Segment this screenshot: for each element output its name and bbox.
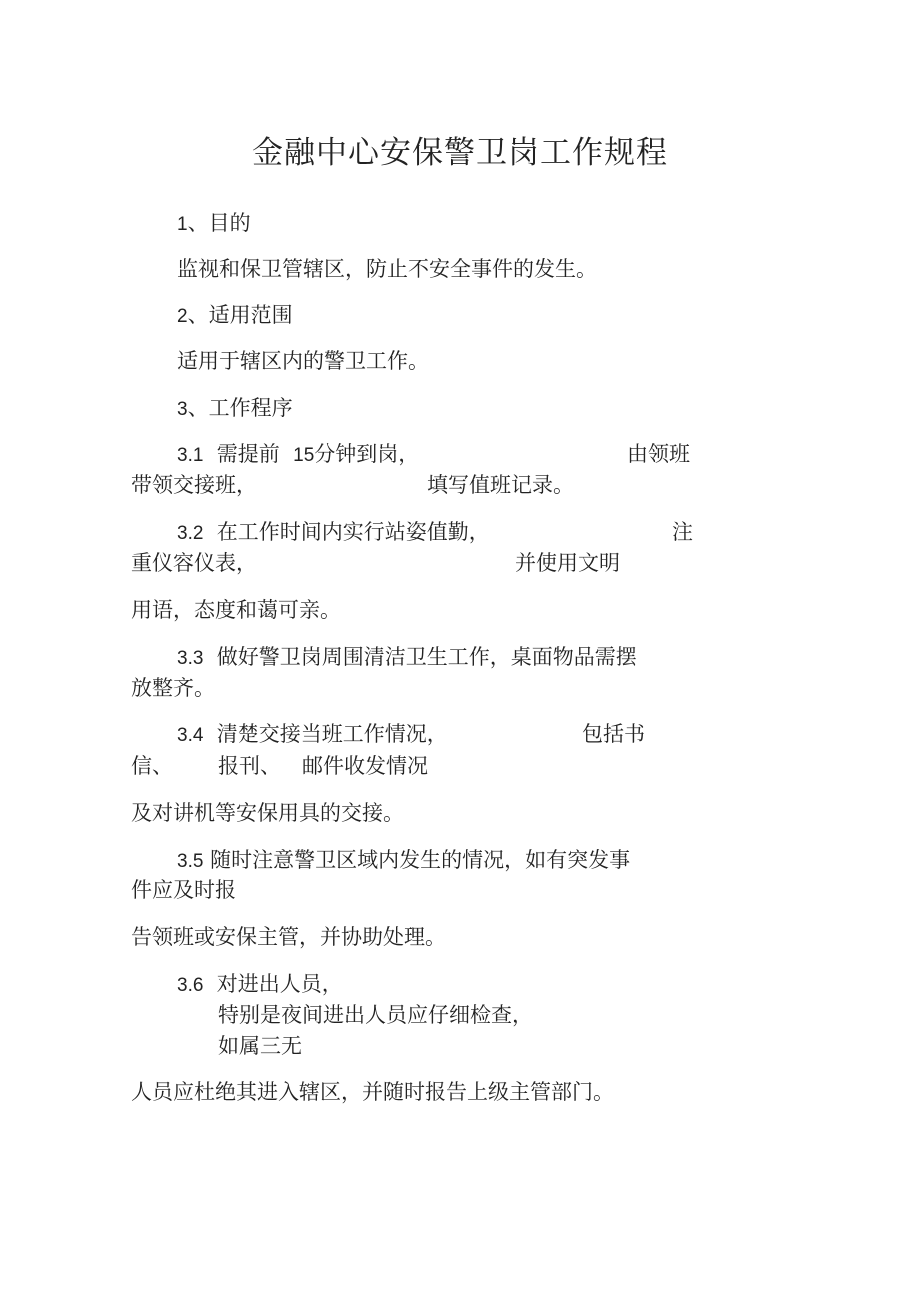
para-3-3-line-1 (177, 644, 637, 672)
section-3-title: 、工作程序 (187, 396, 293, 420)
para-3-4-text-a: 清楚交接当班工作情况， (216, 722, 448, 746)
para-3-4-text-d: 报刊、 (218, 754, 281, 778)
para-3-2-text-c: 重仪容仪表， (131, 551, 257, 575)
para-3-1-text-a: 需提前 (216, 442, 280, 466)
section-1-number: 1 (177, 214, 188, 235)
para-3-4-text-b: 包括书 (582, 722, 645, 746)
para-3-5-text-b: 件应及时报 (131, 878, 236, 902)
para-3-6-text-d: 人员应杜绝其进入辖区，并随时报告上级主管部门。 (131, 1080, 614, 1104)
para-3-6-line-1 (177, 971, 343, 999)
para-3-1-number: 3.1 (177, 445, 204, 466)
section-1-body: 监视和保卫管辖区，防止不安全事件的发生。 (177, 257, 597, 281)
para-3-6-text-c: 如属三无 (218, 1034, 302, 1058)
para-3-1-text-d: 带领交接班， (131, 473, 257, 497)
para-3-1-line-1 (177, 441, 419, 469)
para-3-3-text-a: 做好警卫岗周围清洁卫生工作，桌面物品需摆 (216, 645, 637, 669)
document-title: 金融中心安保警卫岗工作规程 (252, 135, 668, 171)
para-3-2-text-d: 并使用文明 (515, 551, 620, 575)
para-3-2-line-1 (177, 519, 490, 547)
para-3-6-text-b: 特别是夜间进出人员应仔细检查， (218, 1003, 533, 1027)
para-3-2-number: 3.2 (177, 523, 204, 544)
para-3-1-minutes: 15 (293, 445, 315, 466)
section-2-body: 适用于辖区内的警卫工作。 (177, 349, 429, 373)
para-3-2-text-a: 在工作时间内实行站姿值勤， (216, 520, 490, 544)
section-1-title: 、目的 (187, 211, 251, 235)
para-3-2-text-e: 用语，态度和蔼可亲。 (131, 598, 341, 622)
para-3-4-number: 3.4 (177, 725, 204, 746)
para-3-4-line-1 (177, 721, 448, 749)
para-3-5-text-a: 随时注意警卫区域内发生的情况，如有突发事 (210, 848, 631, 872)
para-3-6-text-a: 对进出人员， (216, 972, 343, 996)
section-2-number: 2 (177, 306, 188, 327)
para-3-3-number: 3.3 (177, 648, 204, 669)
para-3-5-line-1 (177, 847, 630, 875)
para-3-2-text-b: 注 (672, 520, 693, 544)
para-3-5-text-c: 告领班或安保主管，并协助处理。 (131, 925, 446, 949)
section-1-heading (177, 210, 251, 238)
section-3-number: 3 (177, 399, 188, 420)
para-3-4-text-c: 信、 (131, 754, 173, 778)
para-3-3-text-b: 放整齐。 (131, 676, 215, 700)
para-3-1-text-b: 分钟到岗， (314, 442, 420, 466)
para-3-6-number: 3.6 (177, 975, 204, 996)
para-3-1-text-e: 填写值班记录。 (427, 473, 574, 497)
para-3-4-text-e: 邮件收发情况 (302, 754, 428, 778)
section-3-heading (177, 395, 293, 423)
para-3-1-text-c: 由领班 (627, 442, 690, 466)
para-3-5-number: 3.5 (177, 851, 204, 872)
section-2-heading (177, 302, 293, 330)
para-3-4-text-f: 及对讲机等安保用具的交接。 (131, 801, 404, 825)
section-2-title: 、适用范围 (187, 303, 293, 327)
